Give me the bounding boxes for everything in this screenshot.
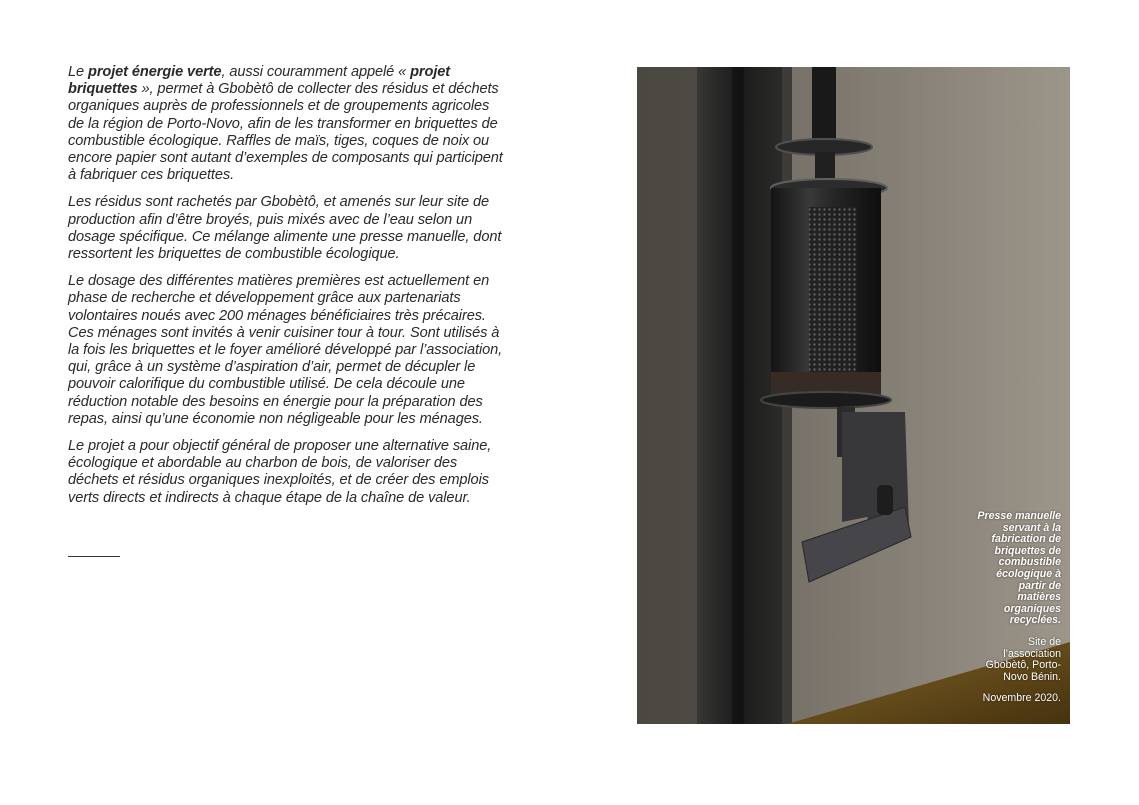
divider	[68, 556, 120, 557]
caption-title: Presse manuelle servant à la fabrication de briquettes de combustible écologique à partir de matières organiques recyclées.	[977, 510, 1061, 627]
paragraph-dosage: Le dosage des différentes matières premières est actuellement en phase de recherche et développement grâce aux partenariats volontaires noués avec 200 ménages bénéficiaires très précaires. Ces ménages sont invités à venir cuisiner tour à tour. Sont utilisés à la fois les briquettes et le foyer amélioré développé par l’association, qui, grâce à un système d’aspiration d’air, permet de décupler le pouvoir calorifique du combustible utilisé. De cela découle une réduction notable des besoins en énergie pour la préparation des repas, ainsi qu’une économie non négligeable pour les ménages.	[68, 273, 503, 427]
paragraph-intro	[68, 64, 508, 184]
photo-caption	[973, 511, 1061, 705]
text: Le	[68, 64, 88, 80]
article-body	[68, 64, 508, 517]
text: », permet à Gbobètô de collecter des résidus et déchets organiques auprès de professionnels et de groupements agricoles de la région de Porto-Novo, afin de les transformer en briquettes de combustible écologique. Raffles de maïs, tiges, coques de noix ou encore papier sont autant d’exemples de composants qui participent à fabriquer ces briquettes.	[68, 81, 503, 184]
paragraph-objectif: Le projet a pour objectif général de proposer une alternative saine, écologique et abordable au charbon de bois, de valoriser des déchets et résidus organiques inexploités, et de créer des emplois verts directs et indirects à chaque étape de la chaîne de valeur.	[68, 438, 492, 506]
caption-place: Site de l’association Gbobètô, Porto-Novo Bénin.	[985, 635, 1061, 683]
press-photo	[637, 67, 1070, 724]
caption-date: Novembre 2020.	[982, 692, 1061, 705]
paragraph-residus: Les résidus sont rachetés par Gbobètô, et amenés sur leur site de production afin d’être broyés, puis mixés avec de l’eau selon un dosage spécifique. Ce mélange alimente une presse manuelle, dont ressortent les briquettes de combustible écologique.	[68, 194, 502, 263]
bold-term: projet énergie verte	[88, 64, 222, 80]
bold-term: projet briquettes	[68, 64, 451, 98]
text: , aussi couramment appelé «	[221, 64, 411, 80]
